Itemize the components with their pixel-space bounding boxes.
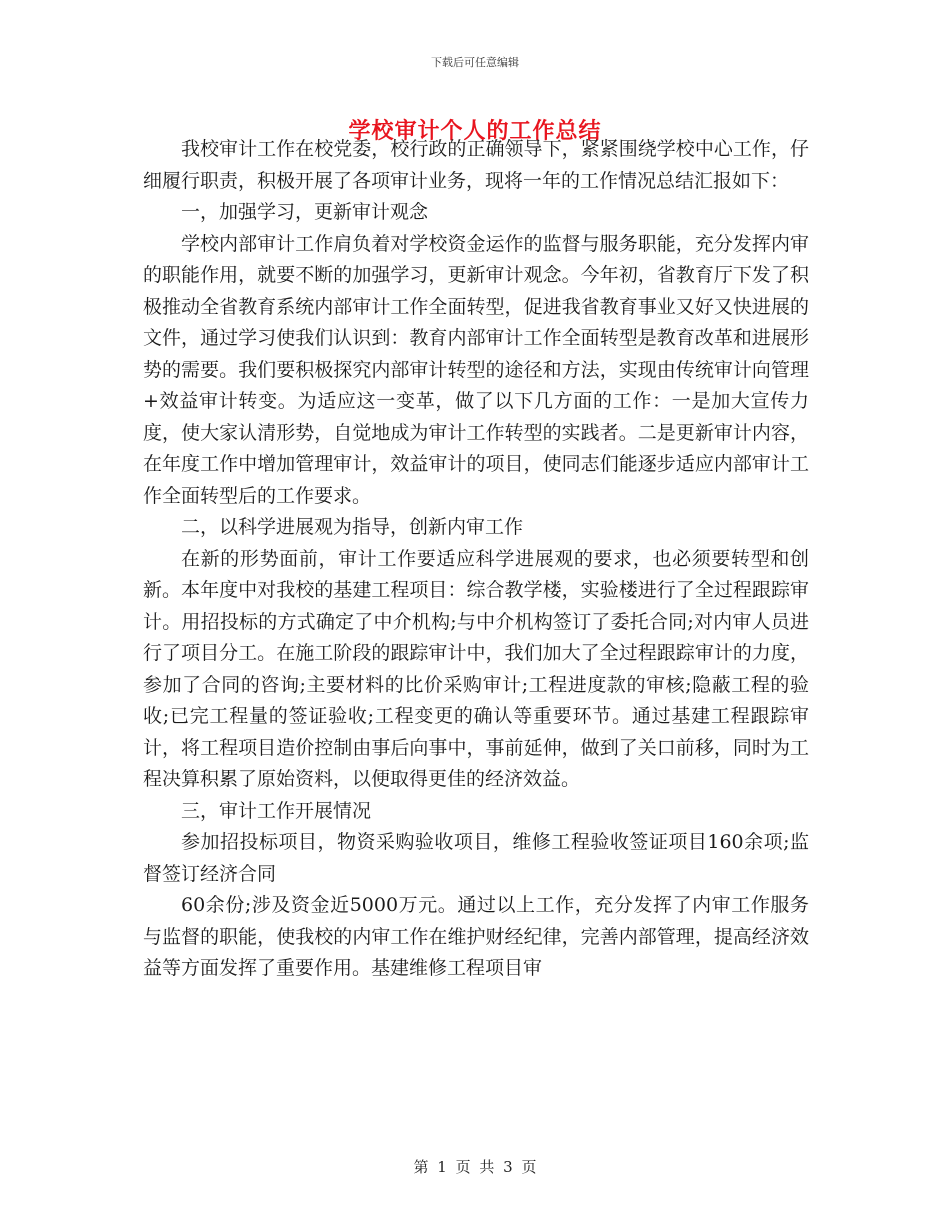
header-note: 下载后可任意编辑 — [431, 56, 519, 69]
paragraph-intro: 我校审计工作在校党委，校行政的正确领导下，紧紧围绕学校中心工作，仔细履行职责，积极开展了各项审计业务，现将一年的工作情况总结汇报如下： — [143, 138, 809, 192]
paragraph-section-3a: 参加招投标项目，物资采购验收项目，维修工程验收签证项目160余项;监督签订经济合同 — [143, 831, 809, 885]
paragraph-section-3b: 60余份;涉及资金近5000万元。通过以上工作，充分发挥了内审工作服务与监督的职能，使我校的内审工作在维护财经纪律，完善内部管理，提高经济效益等方面发挥了重要作用。基建维修工程项目审 — [143, 894, 809, 979]
paragraph-section-1: 学校内部审计工作肩负着对学校资金运作的监督与服务职能，充分发挥内审的职能作用，就要不断的加强学习，更新审计观念。今年初，省教育厅下发了积极推动全省教育系统内部审计工作全面转型，促进我省教育事业又好又快进展的文件，通过学习使我们认识到：教育内部审计工作全面转型是教育改革和进展形势的需要。我们要积极探究内部审计转型的途径和方法，实现由传统审计向管理+效益审计转变。为适应这一变革，做了以下几方面的工作：一是加大宣传力度，使大家认清形势，自觉地成为审计工作转型的实践者。二是更新审计内容，在年度工作中增加管理审计，效益审计的项目，使同志们能逐步适应内部审计工作全面转型后的工作要求。 — [143, 232, 809, 507]
section-heading-3: 三，审计工作开展情况 — [181, 799, 372, 822]
section-heading-2: 二，以科学进展观为指导，创新内审工作 — [181, 516, 524, 538]
page-footer: 第 1 页 共 3 页 — [413, 1158, 537, 1176]
paragraph-section-2: 在新的形势面前，审计工作要适应科学进展观的要求，也必须要转型和创新。本年度中对我校的基建工程项目：综合教学楼，实验楼进行了全过程跟踪审计。用招投标的方式确定了中介机构;与中介机构签订了委托合同;对内审人员进行了项目分工。在施工阶段的跟踪审计中，我们加大了全过程跟踪审计的力度，参加了合同的咨询;主要材料的比价采购审计;工程进度款的审核;隐蔽工程的验收;已完工程量的签证验收;工程变更的确认等重要环节。通过基建工程跟踪审计，将工程项目造价控制由事后向事中，事前延伸，做到了关口前移，同时为工程决算积累了原始资料，以便取得更佳的经济效益。 — [143, 547, 809, 790]
document-body — [143, 134, 809, 985]
document-title: 学校审计个人的工作总结 — [348, 118, 602, 144]
section-heading-1: 一，加强学习，更新审计观念 — [181, 201, 429, 223]
